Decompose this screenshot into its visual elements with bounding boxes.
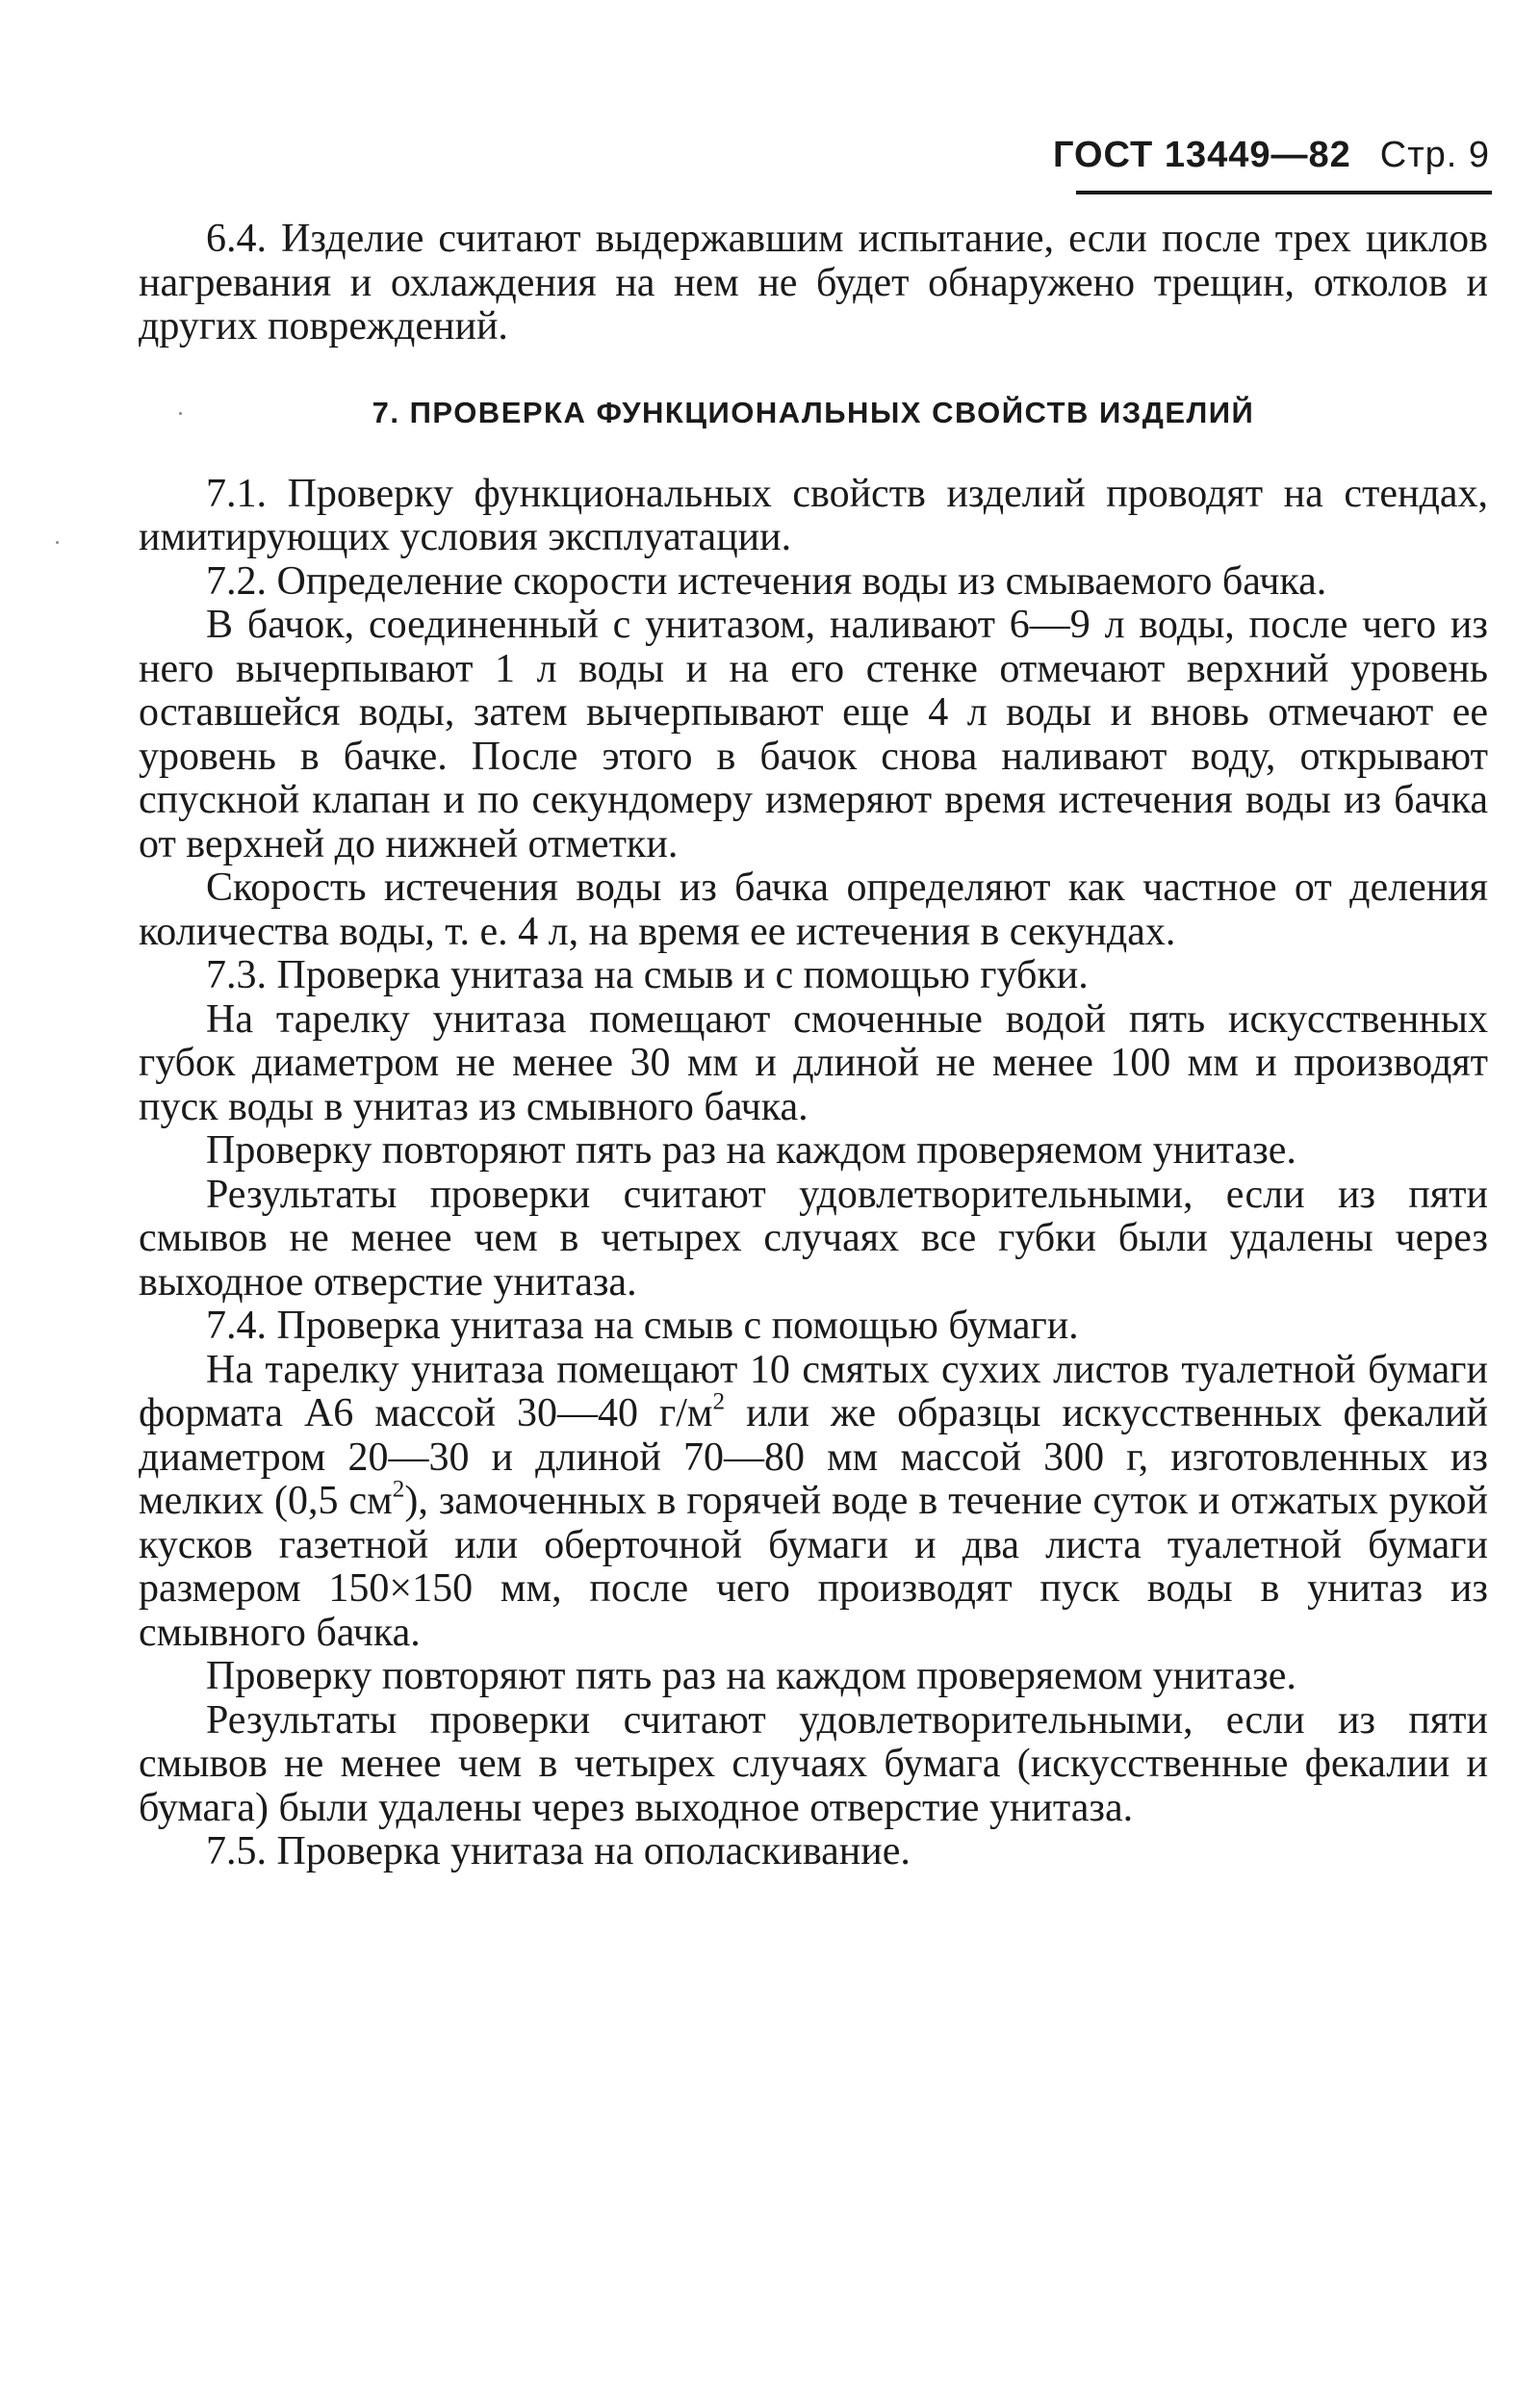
body-text bbox=[139, 218, 1488, 1874]
paragraph-7-3-procedure: На тарелку унитаза помещают смоченные водой пять искусственных губок диаметром не менее 30 мм и длиной не менее 100 мм и производят пуск воды в унитаз из смывного бачка. bbox=[139, 996, 1488, 1129]
standard-number: ГОСТ 13449—82 bbox=[1052, 135, 1351, 175]
superscript-squared: 2 bbox=[712, 1388, 726, 1415]
paragraph-6-4: 6.4. Изделие считают выдержавшим испытание, если после трех циклов нагревания и охлаждения на нем не будет обнаружено трещин, отколов и других повреждений. bbox=[139, 217, 1488, 349]
paragraph-7-3-repeat: Проверку повторяют пять раз на каждом проверяемом унитазе. bbox=[206, 1128, 1296, 1173]
paragraph-7-5: 7.5. Проверка унитаза на ополаскивание. bbox=[206, 1829, 911, 1873]
procedure-text-part-2: или же образцы искусственных фекалий диаметром 20—30 и длиной 70—80 мм массой 300 г, изготовленных из мелких (0,5 см bbox=[139, 1391, 1488, 1523]
section-heading-7: 7. ПРОВЕРКА ФУНКЦИОНАЛЬНЫХ СВОЙСТВ ИЗДЕЛИЙ bbox=[372, 395, 1255, 429]
paragraph-7-4-repeat: Проверку повторяют пять раз на каждом проверяемом унитазе. bbox=[206, 1654, 1296, 1698]
header-rule bbox=[1076, 191, 1492, 194]
running-head bbox=[1053, 135, 1490, 176]
scan-speck bbox=[56, 541, 59, 544]
procedure-text-part-3: ), замоченных в горячей воде в течение суток и отжатых рукой кусков газетной или оберточной бумаги и два листа туалетной бумаги размером 150×150 мм, после чего производят пуск воды в унитаз из смывного бачка. bbox=[139, 1479, 1488, 1655]
paragraph-7-1: 7.1. Проверку функциональных свойств изделий проводят на стендах, имитирующих условия эксплуатации. bbox=[139, 471, 1488, 559]
paragraph-7-2: 7.2. Определение скорости истечения воды из смываемого бачка. bbox=[206, 558, 1327, 604]
paragraph-7-4: 7.4. Проверка унитаза на смыв с помощью бумаги. bbox=[206, 1304, 1079, 1348]
paragraph-7-4-result: Результаты проверки считают удовлетворительными, если из пяти смывов не менее чем в четырех случаях бумага (искусственные фекалии и бумага) были удалены через выходное отверстие унитаза. bbox=[139, 1697, 1488, 1830]
page-number: Стр. 9 bbox=[1379, 135, 1490, 175]
paragraph-7-2-procedure: В бачок, соединенный с унитазом, наливают 6—9 л воды, после чего из него вычерпывают 1 л воды и на его стенке отмечают верхний уровень оставшейся воды, затем вычерпывают еще 4 л воды и вновь отмечают ее уровень в бачке. После этого в бачок снова наливают воду, открывают спускной клапан и по секундомеру измеряют время истечения воды из бачка от верхней до нижней отметки. bbox=[139, 603, 1488, 866]
paragraph-7-4-procedure bbox=[139, 1349, 1488, 1656]
paragraph-7-3-result: Результаты проверки считают удовлетворительными, если из пяти смывов не менее чем в четырех случаях все губки были удалены через выходное отверстие унитаза. bbox=[139, 1172, 1488, 1305]
procedure-text-part-1: На тарелку унитаза помещают 10 смятых сухих листов туалетной бумаги формата А6 массой 30—40 г/м bbox=[139, 1347, 1488, 1435]
paragraph-7-3: 7.3. Проверка унитаза на смыв и с помощью губки. bbox=[206, 953, 1089, 997]
paragraph-7-2-rate: Скорость истечения воды из бачка определяют как частное от деления количества воды, т. е. 4 л, на время ее истечения в секундах. bbox=[139, 866, 1488, 954]
superscript-squared: 2 bbox=[392, 1476, 405, 1503]
